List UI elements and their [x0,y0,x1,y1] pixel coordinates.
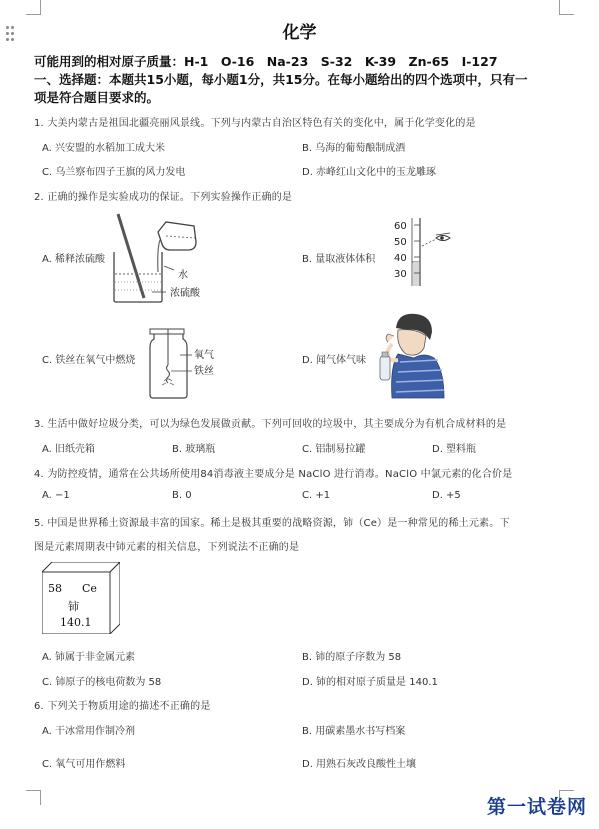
crop-mark-top-left [26,0,41,15]
dilution-figure [100,212,220,306]
q1-option-a: A. 兴安盟的水稻加工成大米 [42,143,166,154]
q6-option-c: C. 氧气可用作燃料 [42,759,126,770]
tick-50: 50 [394,237,407,248]
atomic-masses-line: 可能用到的相对原子质量：H-1 O-16 Na-23 S-32 K-39 Zn-65 I-127 [34,54,498,69]
q5-option-c: C. 铈原子的核电荷数为 58 [42,677,162,688]
tick-30: 30 [394,269,407,280]
q1-stem: 1. 大美内蒙古是祖国北疆亮丽风景线。下列与内蒙古自治区特色有关的变化中，属于化学变化的是 [34,118,476,129]
element-tile [42,562,120,634]
q2-option-a: A. 稀释浓硫酸 [42,254,106,265]
q6-stem: 6. 下列关于物质用途的描述不正确的是 [34,701,211,712]
q4-option-c: C. +1 [302,490,331,501]
q4-option-b: B. 0 [172,490,192,501]
q1-option-c: C. 乌兰察布四子王旗的风力发电 [42,167,186,178]
tick-60: 60 [394,221,407,232]
label-oxygen: 氧气 [194,350,214,361]
q5-option-b: B. 铈的原子序数为 58 [302,652,402,663]
tile-atomic-number: 58 [48,582,62,595]
q5-option-d: D. 铈的相对原子质量是 140.1 [302,677,438,688]
q2-option-b: B. 量取液体体积 [302,254,376,265]
watermark-logo[interactable]: 第一试卷网 [486,796,587,818]
q3-option-c: C. 铝制易拉罐 [302,444,366,455]
tile-element-name: 铈 [68,600,79,613]
tick-40: 40 [394,253,407,264]
tile-symbol: Ce [82,582,97,595]
label-conc-acid: 浓硫酸 [170,288,200,299]
q6-option-b: B. 用碳素墨水书写档案 [302,726,406,737]
q5-stem-line1: 5. 中国是世界稀土资源最丰富的国家。稀土是极其重要的战略资源，铈（Ce）是一种常见的稀土元素。下 [34,518,510,529]
q2-stem: 2. 正确的操作是实验成功的保证。下列实验操作正确的是 [34,192,293,203]
q5-stem-line2: 图是元素周期表中铈元素的相关信息，下列说法不正确的是 [34,542,300,553]
q2-option-d: D. 闻气体气味 [302,355,367,366]
q6-option-d: D. 用熟石灰改良酸性土壤 [302,759,417,770]
label-iron-wire: 铁丝 [194,366,214,377]
q4-option-a: A. −1 [42,490,70,501]
q3-stem: 3. 生活中做好垃圾分类，可以为绿色发展做贡献。下列可回收的垃圾中，其主要成分为有机合成材料的是 [34,419,507,430]
q3-option-d: D. 塑料瓶 [432,444,477,455]
q3-option-b: B. 玻璃瓶 [172,444,216,455]
label-water: 水 [178,270,188,281]
q6-option-a: A. 干冰常用作制冷剂 [42,726,136,737]
section-instructions-line2: 项是符合题目要求的。 [34,90,160,105]
iron-combustion-figure [140,325,250,401]
q4-stem: 4. 为防控疫情，通常在公共场所使用84消毒液主要成分是 NaClO 进行消毒。NaClO 中氯元素的化合价是 [34,469,513,480]
q1-option-d: D. 赤峰红山文化中的玉龙雕琢 [302,167,437,178]
q2-option-c: C. 铁丝在氧气中燃烧 [42,355,136,366]
page-title: 化学 [282,23,317,43]
q1-option-b: B. 乌海的葡萄酿制成酒 [302,143,406,154]
smelling-gas-figure [378,310,454,402]
tile-atomic-mass: 140.1 [60,616,92,629]
q3-option-a: A. 旧纸壳箱 [42,444,96,455]
crop-mark-bottom-left [26,790,41,805]
q4-option-d: D. +5 [432,490,461,501]
q5-option-a: A. 铈属于非金属元素 [42,652,136,663]
cylinder-figure [392,216,472,288]
crop-mark-top-right [559,0,574,15]
section-instructions-line1: 一、选择题：本题共15小题，每小题1分，共15分。在每小题给出的四个选项中，只有一 [34,72,528,87]
